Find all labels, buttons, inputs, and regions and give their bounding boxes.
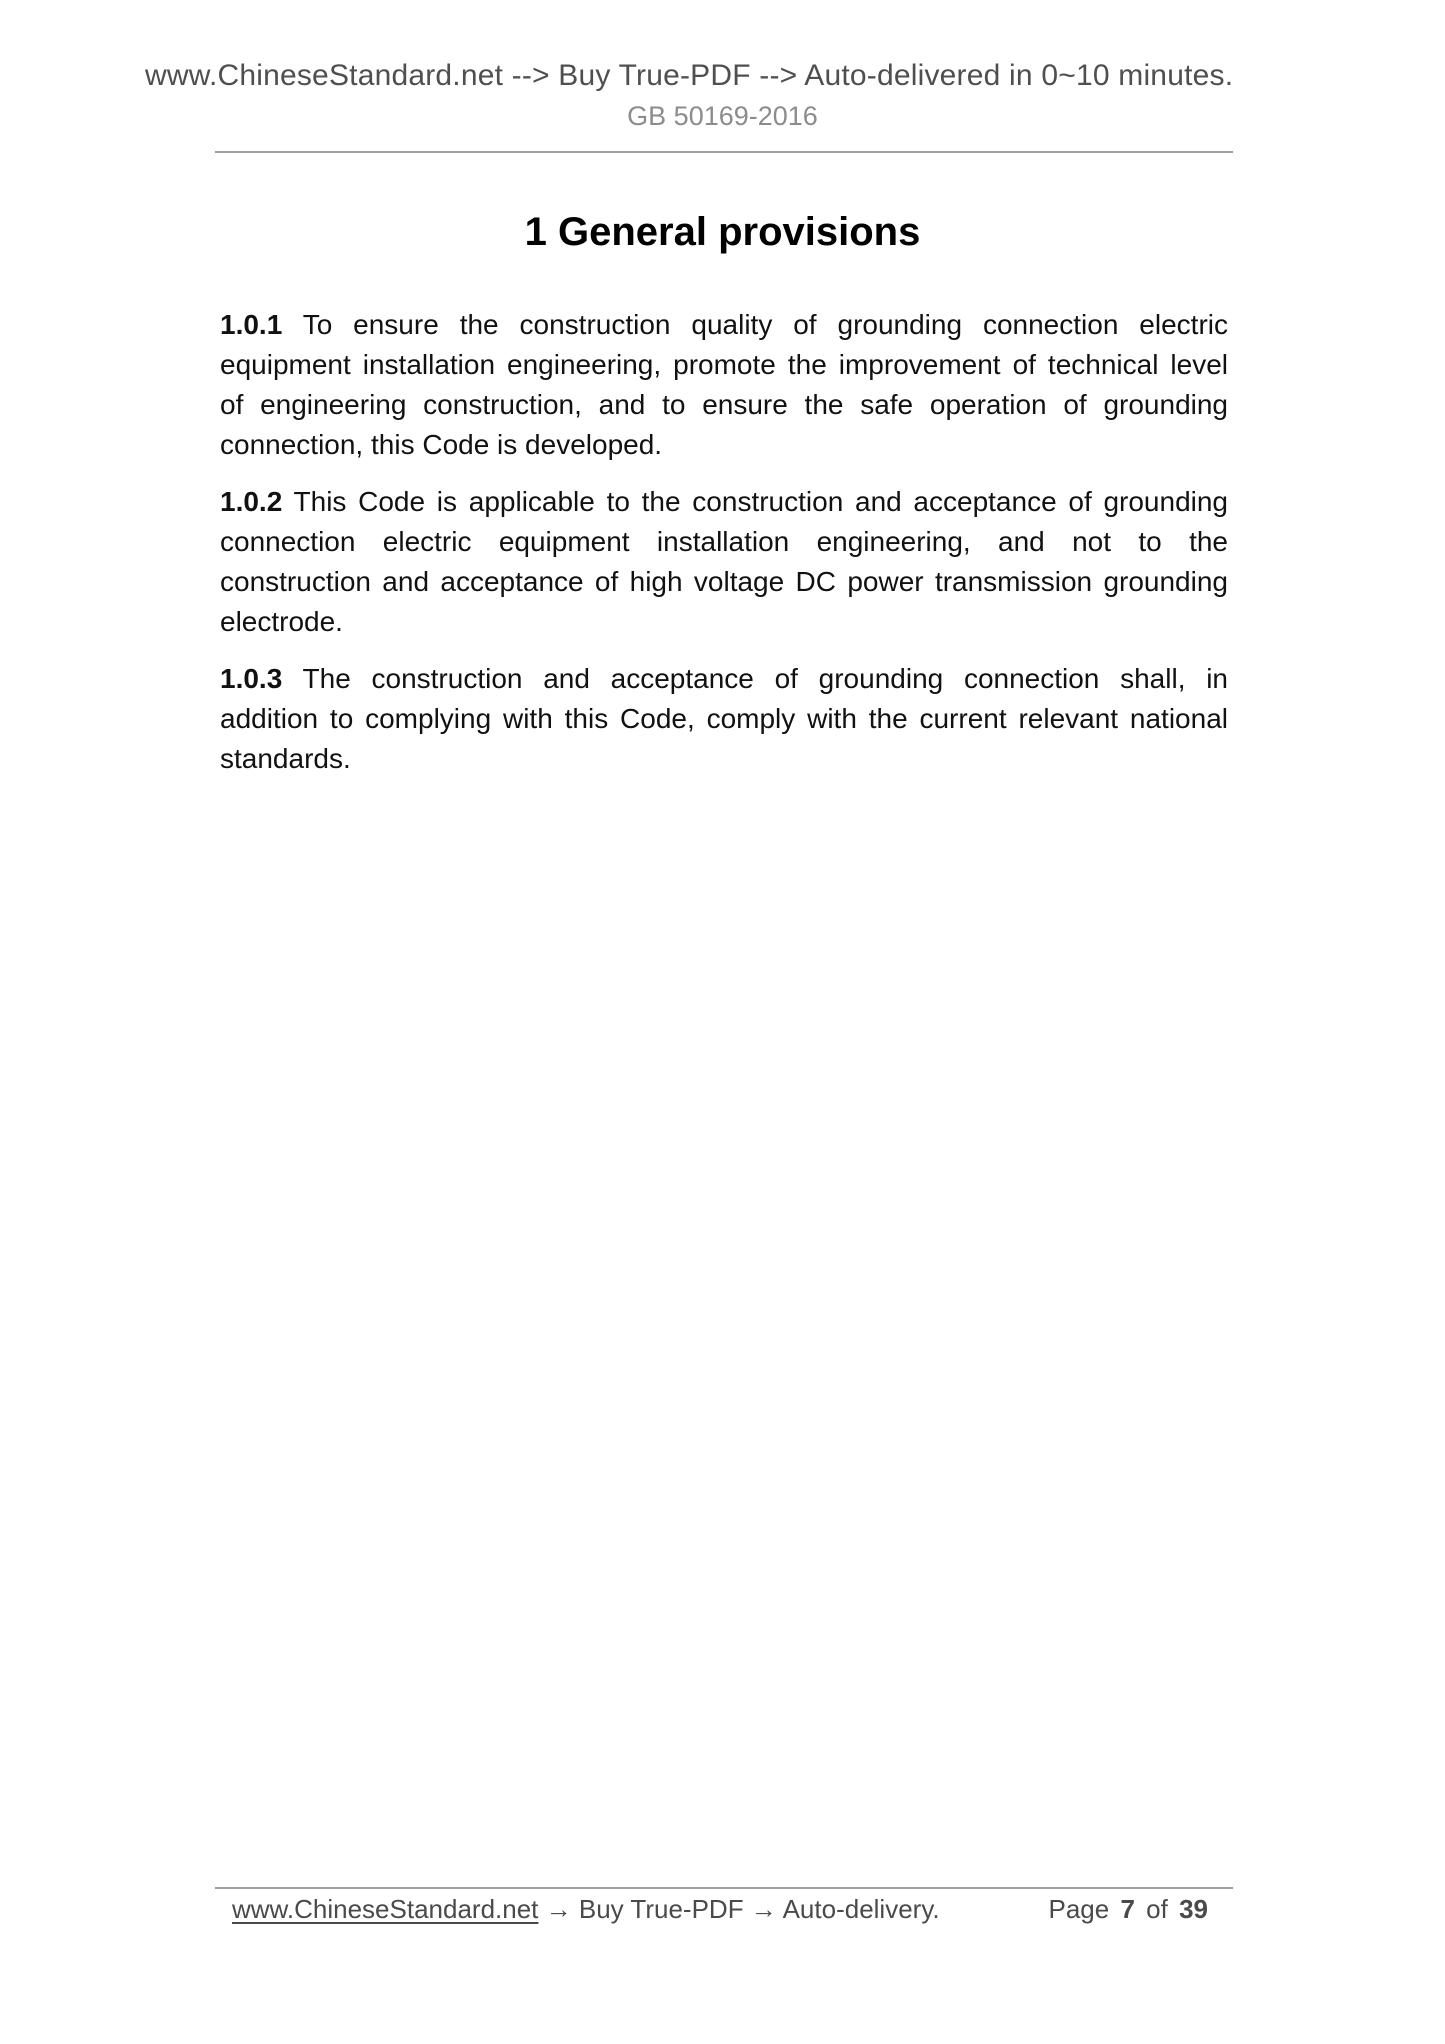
text-line xyxy=(220,305,1228,345)
text-line: addition to complying with this Code, comply with the current relevant national xyxy=(220,703,1228,734)
footer-site-link[interactable]: www.ChineseStandard.net xyxy=(232,1894,539,1924)
text-line xyxy=(220,659,1228,699)
footer-promo-tail: → Buy True-PDF → Auto-delivery. xyxy=(545,1894,940,1924)
header-promo-text: www.ChineseStandard.net --> Buy True-PDF --> Auto-delivered in 0~10 minutes. xyxy=(145,59,1234,92)
text-line: electrode. xyxy=(220,606,343,637)
current-page-number: 7 xyxy=(1120,1894,1135,1924)
clause-number: 1.0.3 xyxy=(220,663,283,694)
clause-1-0-3 xyxy=(220,659,1228,779)
text-line xyxy=(220,482,1228,522)
clause-1-0-1 xyxy=(220,305,1228,465)
footer-promo xyxy=(232,1892,940,1926)
text-line: equipment installation engineering, promote the improvement of technical level xyxy=(220,349,1228,380)
text-line: standards. xyxy=(220,743,351,774)
clause-1-0-2 xyxy=(220,482,1228,642)
page-footer xyxy=(232,1892,1208,1926)
page-label: Page xyxy=(1048,1894,1110,1924)
total-page-number: 39 xyxy=(1179,1894,1208,1924)
header-divider xyxy=(215,151,1233,153)
clause-number: 1.0.2 xyxy=(220,486,283,517)
document-code: GB 50169-2016 xyxy=(627,101,818,131)
clause-number: 1.0.1 xyxy=(220,309,283,340)
of-label: of xyxy=(1146,1894,1168,1924)
text-line: connection electric equipment installation engineering, and not to the xyxy=(220,526,1228,557)
text-line: connection, this Code is developed. xyxy=(220,429,663,460)
clause-text: To ensure the construction quality of grounding connection electric xyxy=(302,309,1228,340)
clause-text: The construction and acceptance of grounding connection shall, in xyxy=(302,663,1228,694)
section-title: 1 General provisions xyxy=(524,210,921,254)
page-indicator xyxy=(1048,1892,1208,1926)
footer-divider xyxy=(215,1887,1233,1889)
clause-text: This Code is applicable to the construction and acceptance of grounding xyxy=(293,486,1229,517)
text-line: of engineering construction, and to ensure the safe operation of grounding xyxy=(220,389,1228,420)
document-body xyxy=(220,305,1228,796)
text-line: construction and acceptance of high voltage DC power transmission grounding xyxy=(220,566,1228,597)
